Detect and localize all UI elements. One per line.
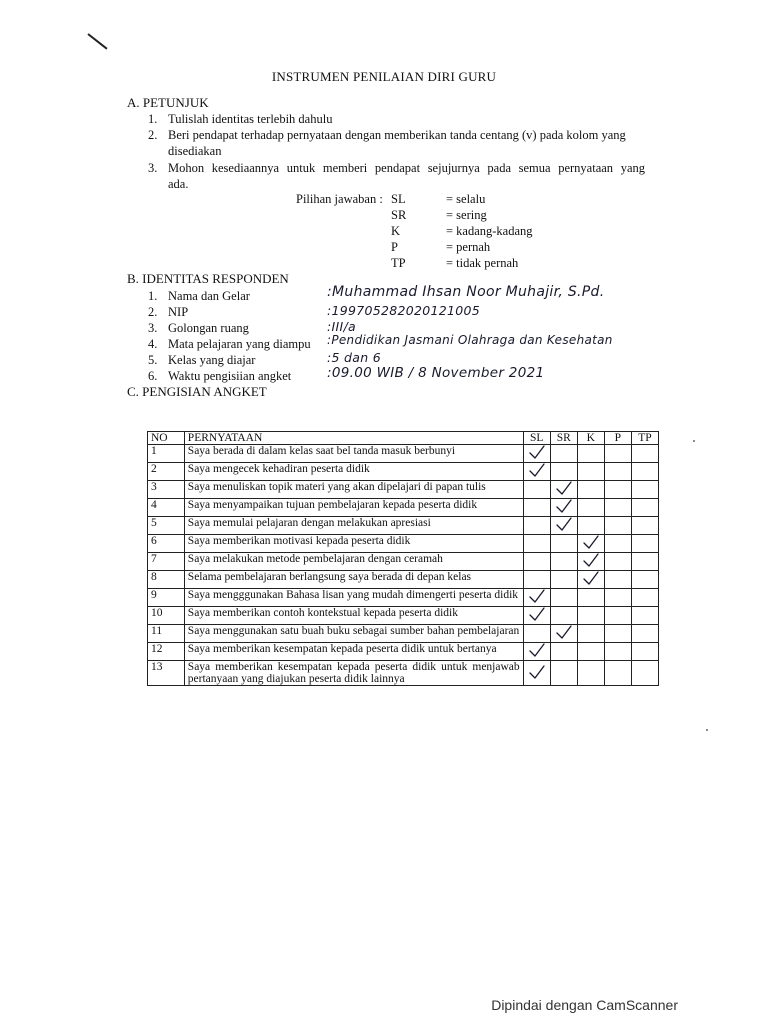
- option-cell-tp: [631, 553, 658, 571]
- check-mark-icon: [556, 625, 572, 639]
- option-cell-p: [604, 661, 631, 686]
- check-mark-icon: [556, 517, 572, 531]
- row-statement: Saya mengecek kehadiran peserta didik: [184, 463, 523, 481]
- option-cell-tp: [631, 535, 658, 553]
- option-cell-k: [577, 481, 604, 499]
- option-cell-sr: [550, 661, 577, 686]
- option-cell-sl: [523, 445, 550, 463]
- option-cell-sr: [550, 463, 577, 481]
- field-waktu-value: :09.00 WIB / 8 November 2021: [327, 365, 545, 381]
- row-number: 3: [148, 481, 185, 499]
- row-statement: Saya memberikan kesempatan kepada peserta didik untuk bertanya: [184, 643, 523, 661]
- option-code-sr: SR: [391, 208, 407, 222]
- instruction-3-cont: ada.: [168, 177, 189, 191]
- option-cell-sr: [550, 589, 577, 607]
- check-mark-icon: [583, 535, 599, 549]
- row-statement: Saya menggunakan satu buah buku sebagai sumber bahan pembelajaran: [184, 625, 523, 643]
- option-cell-tp: [631, 643, 658, 661]
- option-code-tp: TP: [391, 256, 406, 270]
- option-cell-tp: [631, 481, 658, 499]
- option-cell-p: [604, 445, 631, 463]
- table-row: [148, 571, 659, 589]
- row-statement: Saya menuliskan topik materi yang akan dipelajari di papan tulis: [184, 481, 523, 499]
- option-cell-sl: [523, 517, 550, 535]
- row-number: 10: [148, 607, 185, 625]
- field-mapel-label: [148, 336, 311, 352]
- option-cell-sr: [550, 607, 577, 625]
- option-cell-k: [577, 589, 604, 607]
- option-cell-sl: [523, 535, 550, 553]
- field-number: 6.: [148, 369, 158, 383]
- check-mark-icon: [556, 481, 572, 495]
- option-cell-k: [577, 535, 604, 553]
- table-row: [148, 445, 659, 463]
- option-cell-p: [604, 481, 631, 499]
- option-cell-p: [604, 553, 631, 571]
- option-cell-sr: [550, 553, 577, 571]
- table-row: [148, 607, 659, 625]
- option-cell-sl: [523, 643, 550, 661]
- option-cell-k: [577, 553, 604, 571]
- option-cell-p: [604, 535, 631, 553]
- field-label: Mata pelajaran yang diampu: [168, 337, 311, 351]
- camscanner-footer: Dipindai dengan CamScanner: [491, 997, 678, 1013]
- instruction-number: 2.: [148, 128, 158, 142]
- option-code-p: P: [391, 240, 398, 254]
- field-mapel-value: :Pendidikan Jasmani Olahraga dan Kesehatan: [327, 333, 613, 347]
- option-cell-sl: [523, 625, 550, 643]
- field-nip-value: :199705282020121005: [327, 303, 481, 318]
- option-meaning-sr: = sering: [446, 208, 487, 222]
- option-cell-p: [604, 589, 631, 607]
- header-p: P: [604, 432, 631, 445]
- field-waktu-label: [148, 368, 291, 384]
- option-cell-sl: [523, 481, 550, 499]
- header-sl: SL: [523, 432, 550, 445]
- field-kelas-value: :5 dan 6: [327, 350, 381, 365]
- instruction-text: Tulislah identitas terlebih dahulu: [168, 112, 333, 126]
- table-body: [148, 445, 659, 686]
- scan-speck: [706, 729, 708, 731]
- row-number: 1: [148, 445, 185, 463]
- option-cell-sr: [550, 445, 577, 463]
- header-sr: SR: [550, 432, 577, 445]
- field-golongan-value: :III/a: [327, 319, 356, 334]
- row-number: 5: [148, 517, 185, 535]
- row-statement: Saya memberikan contoh kontekstual kepada peserta didik: [184, 607, 523, 625]
- option-cell-p: [604, 607, 631, 625]
- instruction-number: 3.: [148, 161, 158, 175]
- header-no: NO: [148, 432, 185, 445]
- instruction-2-cont: disediakan: [168, 144, 222, 158]
- option-cell-k: [577, 643, 604, 661]
- instruction-text: Mohon kesediaannya untuk memberi pendapat sejujurnya pada semua pernyataan yang: [168, 161, 645, 175]
- option-cell-p: [604, 517, 631, 535]
- field-number: 2.: [148, 305, 158, 319]
- option-code-sl: SL: [391, 192, 406, 206]
- table-header-row: [148, 432, 659, 445]
- row-number: 9: [148, 589, 185, 607]
- option-cell-tp: [631, 625, 658, 643]
- field-label: Waktu pengisiian angket: [168, 369, 292, 383]
- option-cell-sr: [550, 571, 577, 589]
- option-cell-tp: [631, 499, 658, 517]
- pilihan-jawaban-label: Pilihan jawaban :: [296, 192, 383, 206]
- check-mark-icon: [529, 463, 545, 477]
- option-meaning-p: = pernah: [446, 240, 491, 254]
- row-number: 4: [148, 499, 185, 517]
- pen-stroke-mark: [87, 33, 107, 49]
- instruction-1: [148, 111, 332, 127]
- field-number: 4.: [148, 337, 158, 351]
- angket-table: [147, 431, 659, 686]
- option-meaning-tp: = tidak pernah: [446, 256, 519, 270]
- row-statement: Saya mengggunakan Bahasa lisan yang mudah dimengerti peserta didik: [184, 589, 523, 607]
- option-meaning-sl: = selalu: [446, 192, 486, 206]
- check-mark-icon: [556, 499, 572, 513]
- field-label: Golongan ruang: [168, 321, 249, 335]
- option-cell-p: [604, 571, 631, 589]
- option-cell-k: [577, 661, 604, 686]
- row-number: 11: [148, 625, 185, 643]
- instruction-text: Beri pendapat terhadap pernyataan dengan memberikan tanda centang (v) pada kolom yang: [168, 128, 626, 142]
- option-cell-k: [577, 571, 604, 589]
- option-cell-sl: [523, 463, 550, 481]
- row-number: 13: [148, 661, 185, 686]
- option-cell-p: [604, 643, 631, 661]
- option-cell-k: [577, 445, 604, 463]
- field-label: NIP: [168, 305, 189, 319]
- field-kelas-label: [148, 352, 255, 368]
- option-cell-p: [604, 625, 631, 643]
- option-cell-tp: [631, 589, 658, 607]
- option-cell-k: [577, 625, 604, 643]
- row-statement: Saya melakukan metode pembelajaran dengan ceramah: [184, 553, 523, 571]
- instruction-2: [148, 127, 626, 143]
- option-cell-tp: [631, 607, 658, 625]
- option-cell-sr: [550, 625, 577, 643]
- option-cell-sr: [550, 643, 577, 661]
- option-cell-tp: [631, 571, 658, 589]
- table-row: [148, 517, 659, 535]
- check-mark-icon: [529, 445, 545, 459]
- check-mark-icon: [529, 643, 545, 657]
- row-number: 2: [148, 463, 185, 481]
- row-statement: Saya memberikan kesempatan kepada peserta didik untuk menjawab pertanyaan yang diajukan peserta didik lainnya: [184, 661, 523, 686]
- field-nama-label: [148, 288, 250, 304]
- section-a-heading: A. PETUNJUK: [127, 95, 209, 110]
- option-cell-tp: [631, 661, 658, 686]
- row-number: 8: [148, 571, 185, 589]
- table-row: [148, 643, 659, 661]
- field-nama-value: :Muhammad Ihsan Noor Muhajir, S.Pd.: [327, 284, 605, 300]
- table-row: [148, 535, 659, 553]
- check-mark-icon: [529, 589, 545, 603]
- option-code-k: K: [391, 224, 401, 238]
- option-cell-sr: [550, 481, 577, 499]
- table-row: [148, 499, 659, 517]
- field-number: 5.: [148, 353, 158, 367]
- option-cell-tp: [631, 445, 658, 463]
- row-number: 7: [148, 553, 185, 571]
- option-cell-sl: [523, 571, 550, 589]
- field-number: 1.: [148, 289, 158, 303]
- scan-speck: [693, 440, 695, 442]
- instruction-number: 1.: [148, 112, 158, 126]
- table-row: [148, 661, 659, 686]
- header-k: K: [577, 432, 604, 445]
- table-row: [148, 553, 659, 571]
- row-statement: Selama pembelajaran berlangsung saya berada di depan kelas: [184, 571, 523, 589]
- option-cell-tp: [631, 463, 658, 481]
- option-cell-sl: [523, 661, 550, 686]
- instruction-3: [148, 160, 645, 176]
- field-number: 3.: [148, 321, 158, 335]
- option-cell-k: [577, 517, 604, 535]
- section-b-heading: B. IDENTITAS RESPONDEN: [127, 271, 289, 286]
- header-pernyataan: PERNYATAAN: [184, 432, 523, 445]
- table-row: [148, 589, 659, 607]
- field-label: Nama dan Gelar: [168, 289, 250, 303]
- option-cell-p: [604, 463, 631, 481]
- option-cell-tp: [631, 517, 658, 535]
- row-statement: Saya berada di dalam kelas saat bel tanda masuk berbunyi: [184, 445, 523, 463]
- check-mark-icon: [583, 571, 599, 585]
- option-cell-sr: [550, 535, 577, 553]
- option-cell-sl: [523, 553, 550, 571]
- field-label: Kelas yang diajar: [168, 353, 256, 367]
- section-c-heading: C. PENGISIAN ANGKET: [127, 384, 267, 399]
- row-statement: Saya menyampaikan tujuan pembelajaran kepada peserta didik: [184, 499, 523, 517]
- option-meaning-k: = kadang-kadang: [446, 224, 533, 238]
- header-tp: TP: [631, 432, 658, 445]
- field-nip-label: [148, 304, 188, 320]
- field-golongan-label: [148, 320, 249, 336]
- table-row: [148, 463, 659, 481]
- option-cell-sl: [523, 607, 550, 625]
- check-mark-icon: [583, 553, 599, 567]
- option-cell-sl: [523, 499, 550, 517]
- table-row: [148, 481, 659, 499]
- row-number: 6: [148, 535, 185, 553]
- option-cell-sl: [523, 589, 550, 607]
- check-mark-icon: [529, 607, 545, 621]
- option-cell-sr: [550, 499, 577, 517]
- check-mark-icon: [529, 665, 545, 679]
- row-number: 12: [148, 643, 185, 661]
- row-statement: Saya memulai pelajaran dengan melakukan apresiasi: [184, 517, 523, 535]
- option-cell-sr: [550, 517, 577, 535]
- option-cell-k: [577, 463, 604, 481]
- option-cell-p: [604, 499, 631, 517]
- row-statement: Saya memberikan motivasi kepada peserta didik: [184, 535, 523, 553]
- option-cell-k: [577, 607, 604, 625]
- document-title: INSTRUMEN PENILAIAN DIRI GURU: [271, 69, 497, 84]
- table-row: [148, 625, 659, 643]
- option-cell-k: [577, 499, 604, 517]
